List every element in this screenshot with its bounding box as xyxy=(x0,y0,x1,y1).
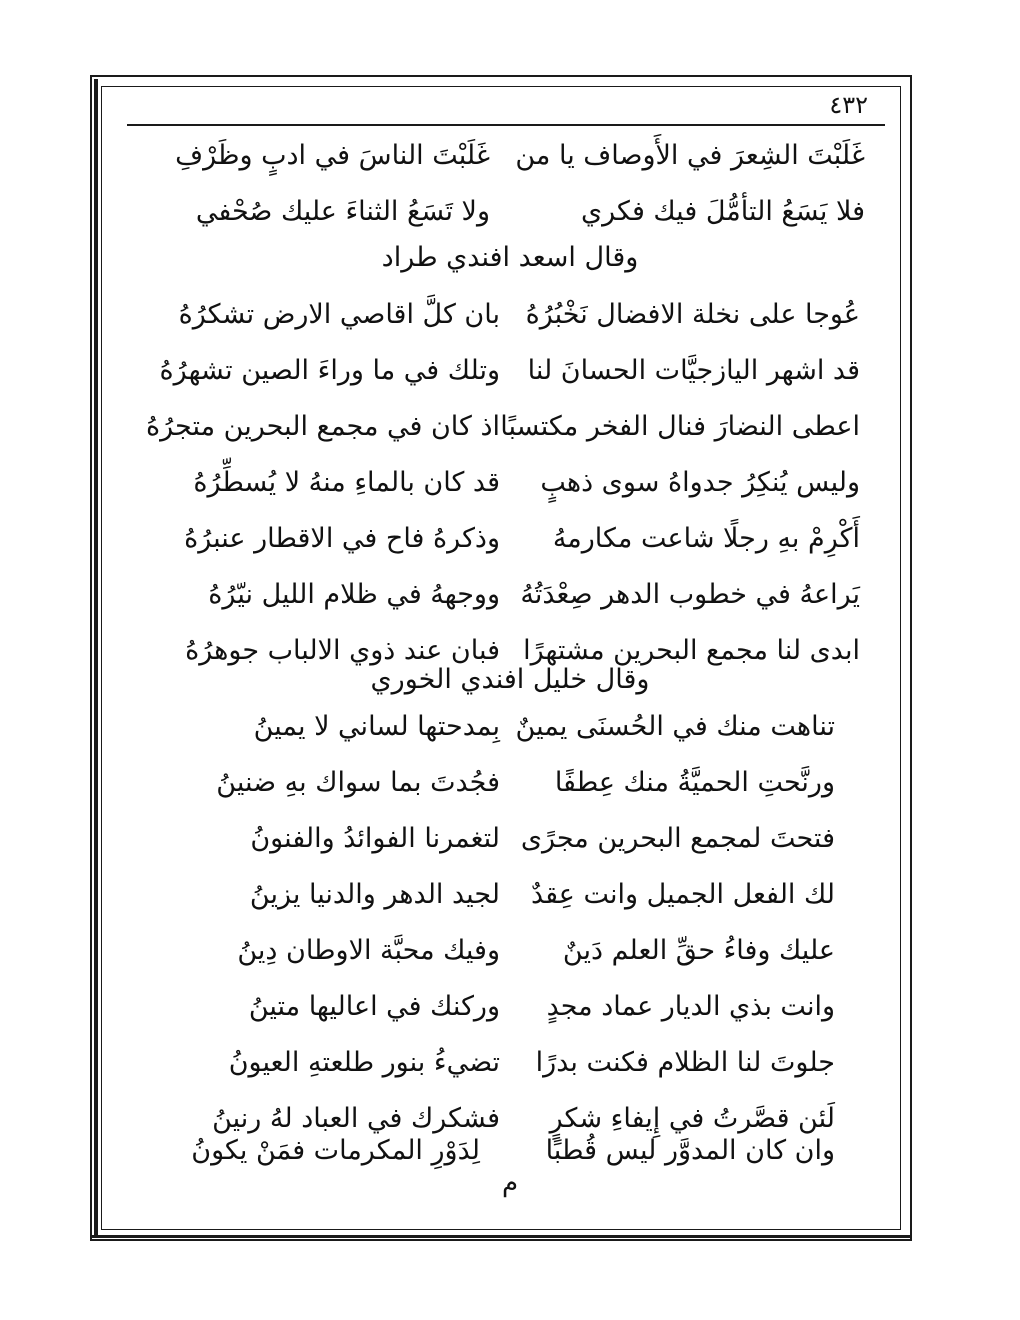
page-border-bottom xyxy=(92,1235,910,1238)
verse-second-hemistich: وفيك محبَّة الاوطان دِينُ xyxy=(237,935,500,966)
verse-first-hemistich: وان كان المدوَّر ليس قُطبًا xyxy=(545,1135,835,1166)
page-number: ٤٣٢ xyxy=(829,91,868,119)
verse-first-hemistich: عُوجا على نخلة الافضال نَخْبُرُهُ xyxy=(525,299,860,330)
verse-first-hemistich: فتحتَ لمجمع البحرين مجرًى xyxy=(520,823,835,854)
verse-second-hemistich: تضيءُ بنور طلعتهِ العيونُ xyxy=(228,1047,500,1078)
verse-second-hemistich: قد كان بالماءِ منهُ لا يُسطِّرُهُ xyxy=(193,467,500,498)
verse-second-hemistich: غَلَبْتَ الناسَ في ادبٍ وظَرْفِ xyxy=(175,140,490,171)
verse-first-hemistich: ابدى لنا مجمع البحرين مشتهرًا xyxy=(523,635,860,666)
verse xyxy=(170,870,835,920)
verse-first-hemistich: يَراعهُ في خطوب الدهر صِعْدَتُهُ xyxy=(520,579,860,610)
verse-second-hemistich: ووجههُ في ظلام الليل نيّرُهُ xyxy=(208,579,500,610)
verse-second-hemistich: لجيد الدهر والدنيا يزينُ xyxy=(249,879,500,910)
header-rule xyxy=(127,124,885,126)
verse xyxy=(170,702,835,752)
verse-second-hemistich: ولا تَسَعُ الثناءَ عليك صُحْفي xyxy=(195,196,490,227)
verse xyxy=(150,346,860,396)
signature-mark: م xyxy=(501,1168,519,1198)
verse-first-hemistich: لَئن قصَّرتُ في إِيفاءِ شكرٍ xyxy=(549,1103,835,1134)
verse-second-hemistich: فبان عند ذوي الالباب جوهرُهُ xyxy=(185,635,500,666)
verse-first-hemistich: فلا يَسَعُ التأمُّلَ فيك فكري xyxy=(581,196,865,227)
verse-first-hemistich: وليس يُنكِرُ جدواهُ سوى ذهبٍ xyxy=(540,467,860,498)
verse-second-hemistich: اذ كان في مجمع البحرين متجرُهُ xyxy=(146,411,500,442)
verse xyxy=(170,982,835,1032)
verse xyxy=(146,402,860,452)
poet-attribution: وقال اسعد افندي طراد xyxy=(381,242,639,273)
verse-second-hemistich: وذكرهُ فاح في الاقطار عنبرُهُ xyxy=(184,523,500,554)
verse-second-hemistich: فشكرك في العباد لهُ رنينُ xyxy=(212,1103,500,1134)
verse-second-hemistich: بان كلَّ اقاصي الارض تشكرُهُ xyxy=(178,299,500,330)
verse xyxy=(150,570,860,620)
verse-second-hemistich: وركنك في اعاليها متينُ xyxy=(248,991,500,1022)
verse-first-hemistich: اعطى النضارَ فنال الفخر مكتسبًا xyxy=(500,411,860,442)
verse xyxy=(170,926,835,976)
verse-first-hemistich: قد اشهر اليازجيَّات الحسانَ لنا xyxy=(527,355,860,386)
verse-first-hemistich: تناهت منك في الحُسنَى يمينٌ xyxy=(515,711,835,742)
verse-first-hemistich: عليك وفاءُ حقِّ العلم دَينٌ xyxy=(562,935,835,966)
verse-second-hemistich: وتلك في ما وراءَ الصين تشهرُهُ xyxy=(159,355,500,386)
verse-first-hemistich: أَكْرِمْ بهِ رجلًا شاعت مكارمهُ xyxy=(552,523,860,554)
verse xyxy=(170,1038,835,1088)
verse-first-hemistich: ورنَّحتِ الحميَّةُ منك عِطفًا xyxy=(554,767,835,798)
verse-second-hemistich: فجُدتَ بما سواك بهِ ضنينُ xyxy=(216,767,500,798)
verse-second-hemistich: لتغمرنا الفوائدُ والفنونُ xyxy=(250,823,500,854)
verse xyxy=(150,514,860,564)
verse xyxy=(150,131,865,181)
verse-first-hemistich: لك الفعل الجميل وانت عِقدٌ xyxy=(530,879,835,910)
verse xyxy=(150,187,865,237)
poet-attribution: وقال خليل افندي الخوري xyxy=(370,664,650,695)
verse xyxy=(170,758,835,808)
verse-first-hemistich: غَلَبْتَ الشِعرَ في الأَوصاف يا من xyxy=(515,140,865,171)
verse xyxy=(150,290,860,340)
verse xyxy=(150,458,860,508)
verse-first-hemistich: وانت بذي الديار عماد مجدٍ xyxy=(546,991,835,1022)
verse xyxy=(170,814,835,864)
verse-second-hemistich: لِدَوْرِ المكرمات فمَنْ يكونُ xyxy=(191,1135,480,1166)
verse-first-hemistich: جلوتَ لنا الظلام فكنت بدرًا xyxy=(535,1047,835,1078)
verse-second-hemistich: بِمدحتها لساني لا يمينُ xyxy=(253,711,500,742)
